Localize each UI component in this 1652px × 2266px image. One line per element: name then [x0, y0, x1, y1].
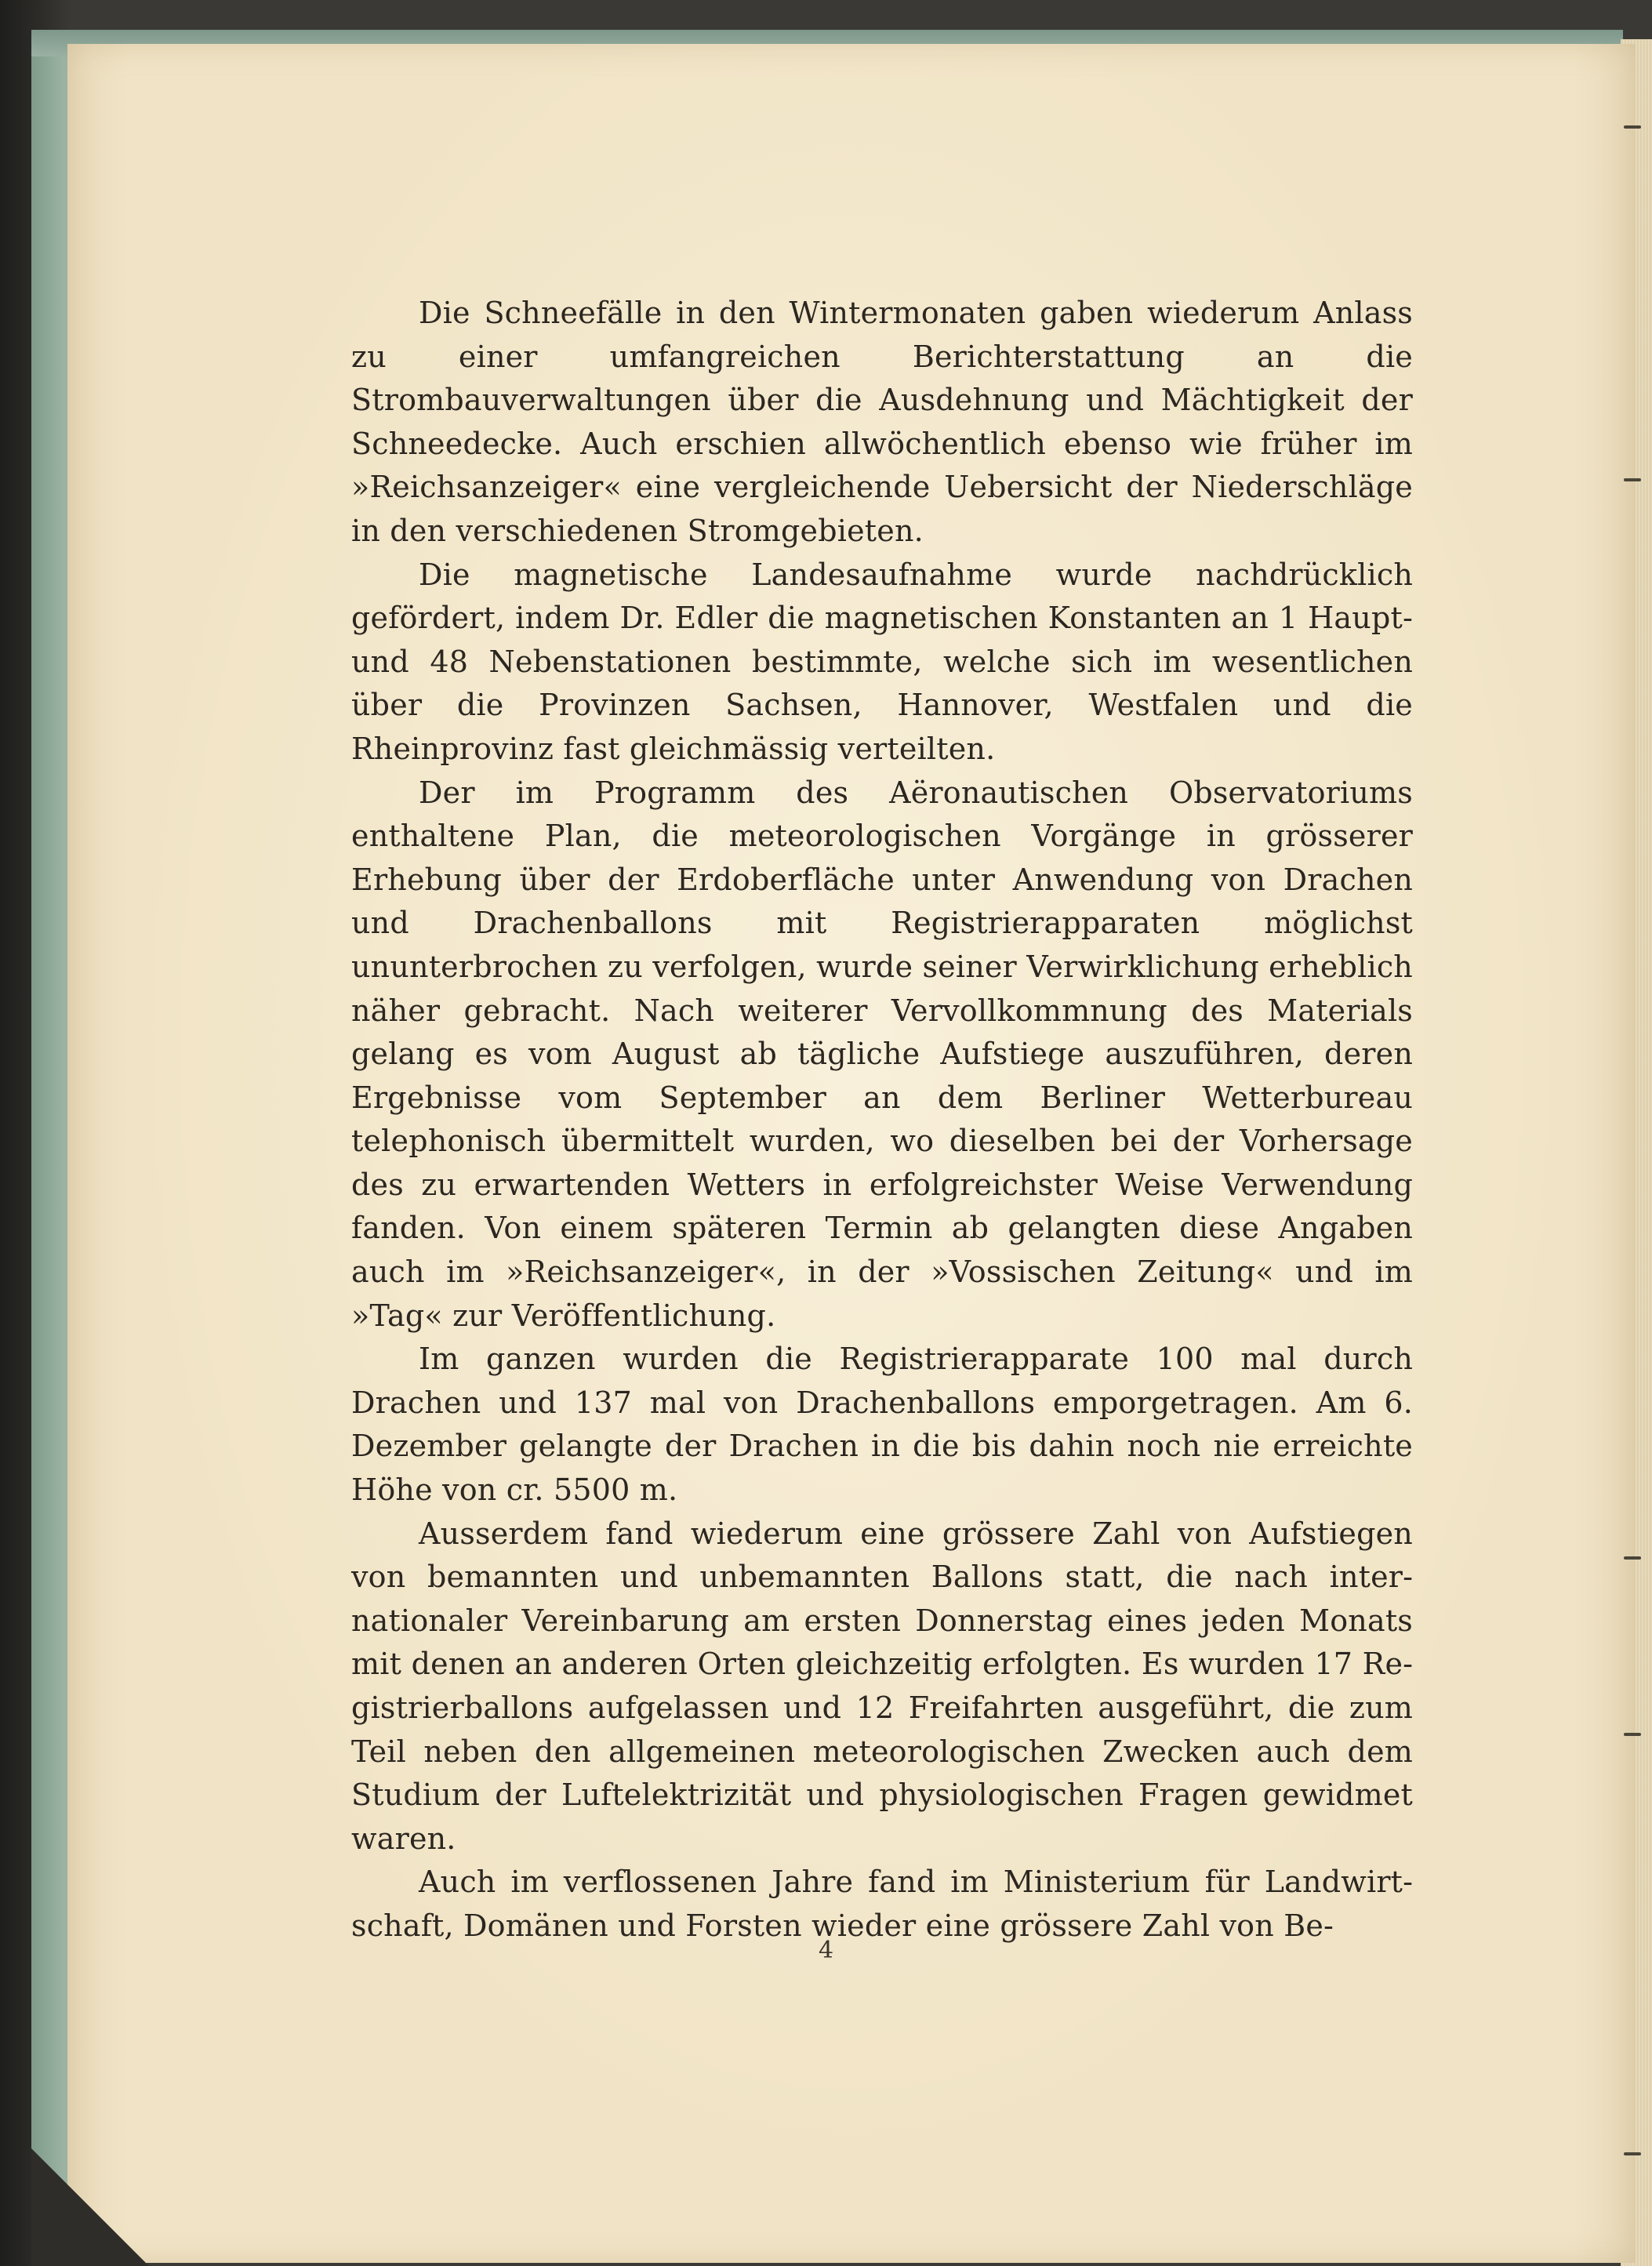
edge-mark [1624, 1556, 1641, 1560]
paragraph-ministry: Auch im verflossenen Jahre fand im Ministerium für Landwirtschaft, Domänen und Forsten wieder eine grössere Zahl von Be- [351, 1865, 1413, 1943]
paragraph-magnetic-survey: Die magnetische Landesaufnahme wurde nachdrücklich gefördert, indem Dr. Edler die magnetischen Konstanten an 1 Haupt- und 48 Nebenstationen bestimmte, welche sich im wesentlichen über die Provinzen Sachsen, Hannover, Westfalen und die Rheinprovinz fast gleichmässig verteilten. [351, 557, 1413, 766]
paragraph-snowfall: Die Schneefälle in den Wintermonaten gaben wiederum Anlass zu einer umfangreichen Berichterstattung an die Strombauverwaltungen über die Ausdehnung und Mächtigkeit der Schneedecke. Auch erschien allwöchentlich ebenso wie früher im »Reichsanzeiger« eine vergleichende Uebersicht der Niederschläge in den verschiedenen Stromgebieten. [351, 296, 1413, 548]
paragraph-aeronautical-observatory: Der im Programm des Aëronautischen Observatoriums enthaltene Plan, die meteorologischen Vorgänge in grösserer Erhebung über der Erdoberfläche unter Anwendung von Drachen und Drachenballons mit Registrierapparaten möglichst ununterbrochen zu verfolgen, wurde seiner Verwirklichung erheblich näher gebracht. Nach weiterer Vervollkommnung des Materials gelang es vom August ab tägliche Aufstiege auszuführen, deren Ergebnisse vom September an dem Berliner Wetterbureau telephonisch übermittelt wurden, wo dieselben bei der Vorhersage des zu erwartenden Wetters in erfolgreichster Weise Verwendung fanden. Von einem späteren Termin ab gelangten diese Angaben auch im »Reichsanzeiger«, in der »Vossischen Zeitung« und im »Tag« zur Veröffentlichung. [351, 775, 1413, 1333]
edge-mark [1624, 1733, 1641, 1736]
paragraph-balloon-ascents: Ausserdem fand wiederum eine grössere Zahl von Aufstiegen von bemannten und unbemannten Ballons statt, die nach internationaler Vereinbarung am ersten Donnerstag eines jeden Monats mit denen an anderen Orten gleichzeitig erfolgten. Es wurden 17 Registrierballons aufgelassen und 12 Freifahrten ausgeführt, die zum Teil neben den allgemeinen meteorologischen Zwecken auch dem Studium der Luftelektrizität und physiologischen Fragen gewidmet waren. [351, 1516, 1413, 1856]
edge-mark [1624, 2152, 1641, 2155]
paragraph-kite-ascents: Im ganzen wurden die Registrierapparate 100 mal durch Drachen und 137 mal von Drachenballons emporgetragen. Am 6. Dezember gelangte der Drachen in die bis dahin noch nie erreichte Höhe von cr. 5500 m. [351, 1342, 1413, 1508]
edge-mark [1624, 125, 1641, 129]
edge-mark [1624, 478, 1641, 481]
page-number: 4 [818, 1937, 834, 1964]
corner-fold [31, 2148, 149, 2266]
body-text [351, 292, 1413, 1948]
